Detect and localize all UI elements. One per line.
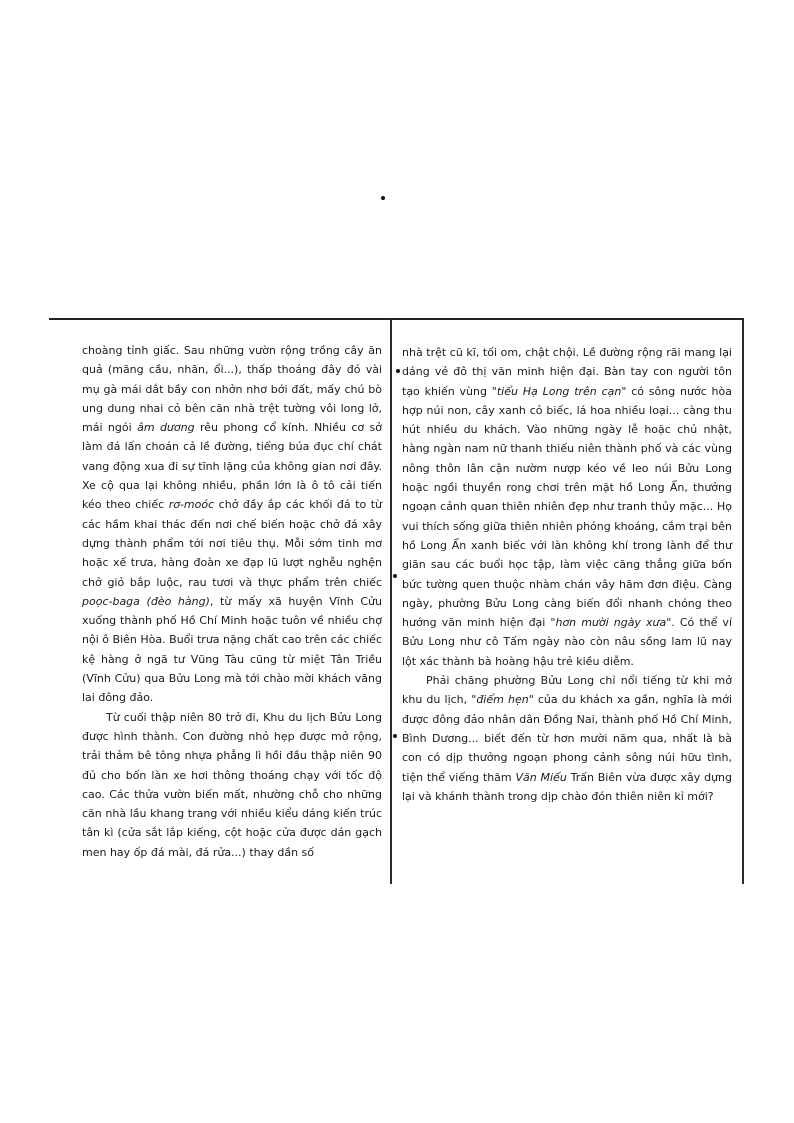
top-rule — [49, 318, 742, 320]
left-text-column — [82, 341, 382, 862]
italic-term: âm dương — [137, 421, 195, 435]
binding-hole-mark — [396, 369, 400, 373]
right-edge-rule — [742, 318, 744, 884]
italic-term: poọc-baga (đèo hàng) — [82, 594, 210, 608]
paragraph: choàng tỉnh giấc. Sau những vườn rộng trồng cây ăn quả (mãng cầu, nhãn, ổi...), thấp thoáng đây đó vài mụ gà mái dắt bầy con nhởn nhơ bới đất, mấy chú bò ung dung nhai cỏ bên căn nhà trệt tường vôi long lở, mái ngói âm dương rêu phong cổ kính. Nhiều cơ sở làm đá lấn choán cả lề đường, tiếng búa đục chí chát vang động xua đi sự tĩnh lặng của không gian nơi đây. Xe cộ qua lại không nhiều, phần lớn là ô tô cải tiến kéo theo chiếc rơ-moóc chở đầy ắp các khối đá to từ các hầm khai thác đến nơi chế biến hoặc chở đá xây dựng thành phẩm tới nơi tiêu thụ. Mỗi sớm tinh mơ hoặc xế trưa, hàng đoàn xe đạp lũ lượt nghễu nghện chở giỏ bắp luộc, rau tươi và thực phẩm trên chiếc poọc-baga (đèo hàng), từ mấy xã huyện Vĩnh Cửu xuống thành phố Hồ Chí Minh hoặc tuôn về nhiều chợ nội ô Biên Hòa. Buổi trưa nặng chất cao trên các chiếc kệ hàng ở ngã tư Vũng Tàu cũng từ miệt Tân Triều (Vĩnh Cửu) qua Bửu Long mà tới chào mời khách vãng lai đông đảo. — [82, 344, 383, 705]
italic-term: điểm hẹn — [476, 693, 529, 707]
binding-hole-mark — [393, 574, 397, 578]
binding-hole-mark — [393, 734, 397, 738]
right-text-column — [402, 343, 732, 806]
italic-term: rơ-moóc — [168, 498, 215, 512]
paragraph: nhà trệt cũ kĩ, tối om, chật chội. Lề đường rộng rãi mang lại dáng vẻ đô thị văn minh hiện đại. Bàn tay con người tôn tạo khiến vùng "tiểu Hạ Long trên cạn" có sông nước hòa hợp núi non, cây xanh cỏ biếc, lá hoa nhiều loại... càng thu hút nhiều du khách. Vào những ngày lễ hoặc chủ nhật, hàng ngàn nam nữ thanh thiếu niên thành phố và các vùng nông thôn lân cận nườm nượp kéo về leo núi Bửu Long hoặc ngồi thuyền rong chơi trên mặt hồ Long Ẩn, thưởng ngoạn cảnh quan thiên nhiên đẹp như tranh thủy mặc... Họ vui thích sống giữa thiên nhiên phóng khoáng, cắm trại bên hồ Long Ẩn xanh biếc với làn không khí trong lành để thư giãn sau các buổi học tập, làm việc căng thẳng giữa bốn bức tường quen thuộc nhàm chán vây hãm đơn điệu. Càng ngày, phường Bửu Long càng biến đổi nhanh chóng theo hướng văn minh hiện đại "hơn mười ngày xưa". Có thể ví Bửu Long như cô Tấm ngày nào còn nâu sồng lam lũ nay lột xác thành bà hoàng hậu trẻ kiều diễm. — [402, 346, 732, 668]
paragraph: Phải chăng phường Bửu Long chỉ nổi tiếng từ khi mở khu du lịch, "điểm hẹn" của du khách xa gần, nghĩa là mới được đông đảo nhân dân Đồng Nai, thành phố Hồ Chí Minh, Bình Dương... biết đến từ hơn mười năm qua, nhất là bà con có dịp thưởng ngoạn phong cảnh sông núi hữu tình, tiện thể viếng thăm Văn Miếu Trấn Biên vừa được xây dựng lại và khánh thành trong dịp chào đón thiên niên kỉ mới? — [402, 674, 732, 803]
italic-term: Văn Miếu — [515, 770, 567, 784]
italic-term: tiểu Hạ Long trên cạn — [496, 384, 622, 398]
column-divider — [390, 318, 392, 884]
binding-hole-mark — [381, 196, 385, 200]
paragraph: Từ cuối thập niên 80 trở đi, Khu du lịch Bửu Long được hình thành. Con đường nhỏ hẹp được mở rộng, trải thảm bê tông nhựa phẳng lì hồi đầu thập niên 90 đủ cho bốn làn xe hơi thông thoáng chạy với tốc độ cao. Các thửa vườn biến mất, nhường chỗ cho những căn nhà lầu khang trang với nhiều kiểu dáng kiến trúc tân kì (cửa sắt lắp kiếng, cột hoặc cửa được dán gạch men hay ốp đá mài, đá rửa...) thay dần số — [82, 710, 382, 859]
italic-term: hơn mười ngày xưa — [555, 616, 667, 630]
